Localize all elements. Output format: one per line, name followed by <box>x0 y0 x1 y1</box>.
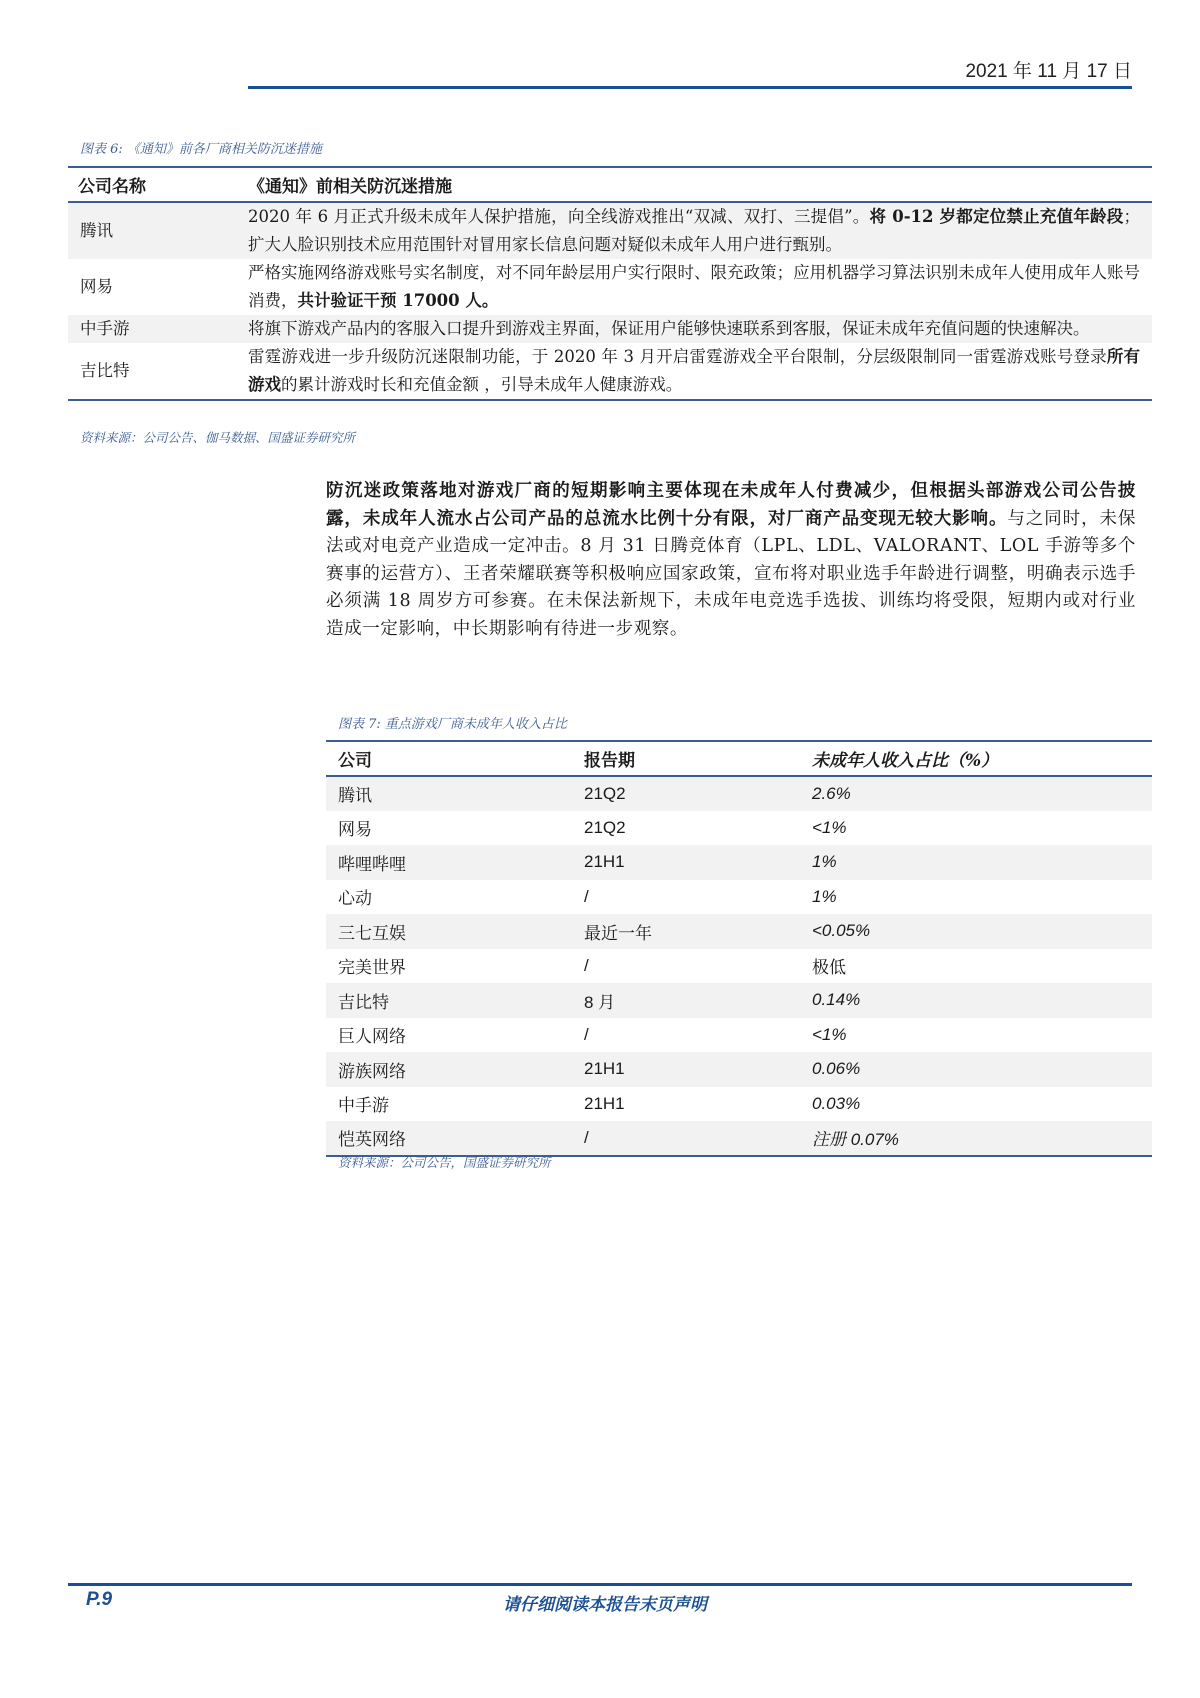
report-period: 21Q2 <box>584 776 812 811</box>
company-name: 腾讯 <box>326 776 584 811</box>
company-name: 游族网络 <box>326 1052 584 1087</box>
column-header-measures: 《通知》前相关防沉迷措施 <box>248 167 1152 202</box>
figure6-table <box>68 166 1152 401</box>
report-period: / <box>584 1121 812 1156</box>
minor-revenue-share: 注册 0.07% <box>812 1121 1152 1156</box>
table-row <box>326 776 1152 811</box>
report-period: 21Q2 <box>584 817 626 837</box>
footer-divider <box>68 1583 1132 1586</box>
report-date: 2021 年 11 月 17 日 <box>965 61 1132 82</box>
company-name: 网易 <box>80 277 113 296</box>
table-row <box>326 1121 1152 1156</box>
figure7-source: 资料来源：公司公告，国盛证券研究所 <box>338 1155 551 1170</box>
minor-revenue-share: 1% <box>812 845 1152 880</box>
company-name: 恺英网络 <box>326 1121 584 1156</box>
table-row <box>326 1018 1152 1053</box>
analysis-paragraph <box>326 478 1136 643</box>
company-name: 完美世界 <box>338 958 406 979</box>
table-row <box>326 949 1152 984</box>
figure6-caption: 图表 6: 《通知》前各厂商相关防沉迷措施 <box>80 142 322 157</box>
column-header-company: 公司 <box>326 741 584 776</box>
company-name: 中手游 <box>68 315 248 343</box>
report-period: 最近一年 <box>584 914 812 949</box>
disclaimer-note: 请仔细阅读本报告末页声明 <box>503 1595 707 1615</box>
page-number: P.9 <box>86 1589 113 1610</box>
company-name: 吉比特 <box>80 361 130 380</box>
minor-revenue-share: 极低 <box>812 958 846 979</box>
table-row <box>326 914 1152 949</box>
company-name: 哔哩哔哩 <box>326 845 584 880</box>
report-period: 21H1 <box>584 845 812 880</box>
report-period: / <box>584 1024 589 1044</box>
company-name: 心动 <box>338 889 372 910</box>
measure-text: 2020 年 6 月正式升级未成年人保护措施，向全线游戏推出“双减、双打、三提倡”。将 0-12 岁都定位禁止充值年龄段；扩大人脸识别技术应用范围针对冒用家长信息问题对疑似未成年人用户进行甄别。 <box>248 202 1152 259</box>
column-header-period: 报告期 <box>584 741 812 776</box>
minor-revenue-share: <0.05% <box>812 914 1152 949</box>
company-name: 网易 <box>338 820 372 841</box>
measure-text: 雷霆游戏进一步升级防沉迷限制功能，于 2020 年 3 月开启雷霆游戏全平台限制，分层级限制同一雷霆游戏账号登录所有游戏的累计游戏时长和充值金额 ，引导未成年人健康游戏。 <box>248 347 1141 394</box>
report-period: 8 月 <box>584 983 812 1018</box>
report-period: / <box>584 955 589 975</box>
company-name: 三七互娱 <box>326 914 584 949</box>
table-header-row <box>326 741 1152 776</box>
minor-revenue-share: 0.03% <box>812 1093 861 1113</box>
minor-revenue-share: 1% <box>812 886 837 906</box>
company-name: 腾讯 <box>68 202 248 259</box>
table-row <box>326 983 1152 1018</box>
table-row <box>326 811 1152 846</box>
table-header-row <box>68 167 1152 202</box>
figure6-source: 资料来源：公司公告、伽马数据、国盛证券研究所 <box>80 430 356 445</box>
column-header-share: 未成年人收入占比（%） <box>812 741 1152 776</box>
table-row <box>326 845 1152 880</box>
column-header-company: 公司名称 <box>68 167 248 202</box>
minor-revenue-share: 2.6% <box>812 776 1152 811</box>
table-row <box>68 259 1152 315</box>
figure7-caption: 图表 7: 重点游戏厂商未成年人收入占比 <box>338 717 567 732</box>
paragraph-lead: 防沉迷政策落地对游戏厂商的短期影响主要体现在未成年人付费减少，但根据头部游戏公司公告披露，未成年人流水占公司产品的总流水比例十分有限，对厂商产品变现无较大影响。 <box>326 481 1136 529</box>
report-period: / <box>584 886 589 906</box>
minor-revenue-share: <1% <box>812 817 847 837</box>
header-divider <box>248 86 1132 89</box>
measure-text: 严格实施网络游戏账号实名制度，对不同年龄层用户实行限时、限充政策；应用机器学习算法识别未成年人使用成年人账号消费，共计验证干预 17000 人。 <box>248 263 1140 310</box>
minor-revenue-share: 0.14% <box>812 983 1152 1018</box>
table-row <box>68 343 1152 400</box>
report-period: 21H1 <box>584 1052 812 1087</box>
figure7-table <box>326 740 1152 1157</box>
paragraph-body: 与之同时，未保法或对电竞产业造成一定冲击。8 月 31 日腾竞体育（LPL、LDL、VALORANT、LOL 手游等多个赛事的运营方）、王者荣耀联赛等积极响应国家政策，宣布将对职业选手年龄进行调整，明确表示选手必须满 18 周岁方可参赛。在未保法新规下，未成年电竞选手选拔、训练均将受限，短期内或对行业造成一定影响，中长期影响有待进一步观察。 <box>326 508 1137 639</box>
company-name: 吉比特 <box>326 983 584 1018</box>
table-row <box>68 315 1152 343</box>
company-name: 巨人网络 <box>338 1027 406 1048</box>
table-row <box>326 1087 1152 1122</box>
measure-text: 将旗下游戏产品内的客服入口提升到游戏主界面，保证用户能够快速联系到客服，保证未成年充值问题的快速解决。 <box>248 315 1152 343</box>
report-period: 21H1 <box>584 1093 625 1113</box>
company-name: 中手游 <box>338 1096 389 1117</box>
minor-revenue-share: 0.06% <box>812 1052 1152 1087</box>
table-row <box>326 880 1152 915</box>
table-row <box>326 1052 1152 1087</box>
table-row <box>68 202 1152 259</box>
minor-revenue-share: <1% <box>812 1024 847 1044</box>
